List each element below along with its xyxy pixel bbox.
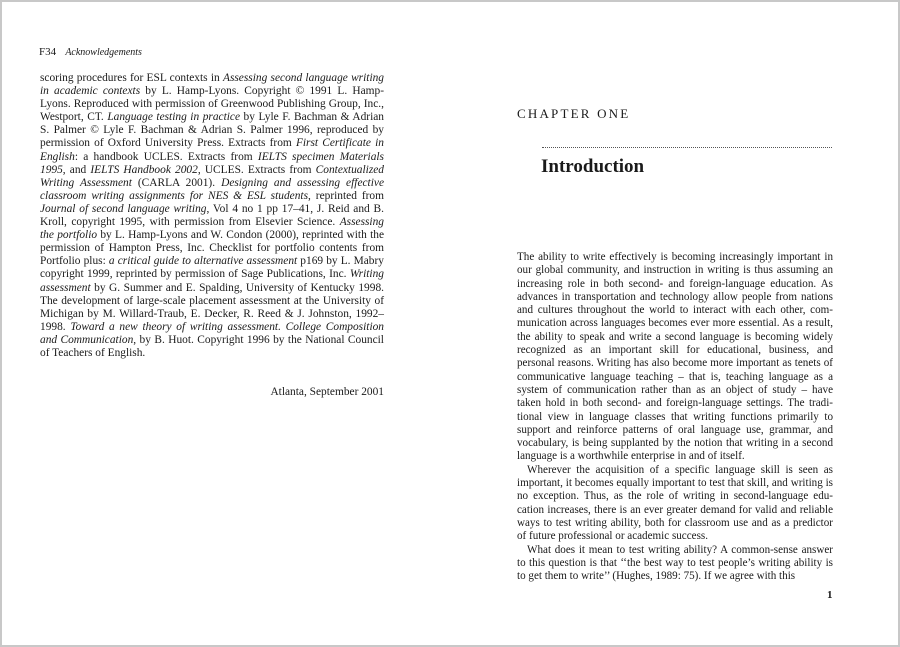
acknowledgements-paragraph — [40, 72, 384, 360]
text-segment: , reprinted from — [308, 189, 384, 202]
text-segment: p169 by L. Mabry copyright 1999, reprinted by permission of Sage Publications, Inc. — [40, 255, 384, 281]
body-paragraph: What does it mean to test writing ability? A common-sense answer to this question is that ‘‘the best way to test people’s writing ability is to get them to write’’ (Hughes, 1989: 75). If we agree with this — [517, 543, 833, 583]
dotted-rule-divider — [542, 147, 832, 148]
italic-title-segment: Language testing in practice — [107, 111, 241, 124]
text-segment: , by B. Huot. Copyright 1996 by the National Council of Teachers of English. — [40, 333, 384, 359]
text-segment: by G. Summer and E. Spalding, University of Kentucky 1998. The development of large-scale placement assessment at the University of Michigan by M. Willard-Traub, E. Decker, R. Reed & J. Johnston, 1992–1998. — [40, 281, 384, 333]
book-spread — [2, 2, 898, 645]
left-page — [2, 2, 450, 645]
italic-title-segment: Toward a new theory of writing assessment. College Composition and Communication — [40, 320, 384, 346]
body-paragraph: Wherever the acquisition of a specific language skill is seen as important, it becomes equally important to test that skill, and writing is no exception. Thus, as the role of writing in second-language education increases, there is an ever greater demand for valid and reliable ways to test writing ability, both for classroom use and as a predictor of future professional or academic success. — [517, 463, 833, 543]
text-segment: (CARLA 2001). — [131, 176, 222, 189]
text-segment: , and — [62, 163, 91, 176]
text-segment: by L. Hamp-Lyons and W. Condon (2000), reprinted with the permission of Hampton Press, Inc. Checklist for portfolio contents from Portfolio plus: — [40, 229, 384, 268]
right-page — [450, 2, 898, 645]
italic-title-segment: a critical guide to alternative assessment — [108, 255, 298, 268]
italic-title-segment: IELTS specimen Materials 1995 — [40, 150, 384, 176]
italic-title-segment: IELTS Handbook 2002 — [90, 163, 198, 176]
page-number: 1 — [827, 589, 833, 601]
running-head-title: Acknowledgements — [65, 47, 142, 58]
chapter-label: CHAPTER ONE — [517, 106, 631, 121]
italic-title-segment: First Certificate in English — [40, 137, 384, 163]
text-segment: , Vol 4 no 1 pp 17–41, J. Reid and B. Kroll, copyright 1995, with permission from Elsevier Science. — [40, 202, 384, 229]
italic-title-segment: Writing assessment — [40, 268, 384, 294]
running-head — [39, 46, 142, 59]
italic-title-segment: Assessing the portfolio — [40, 216, 384, 242]
chapter-body — [517, 251, 833, 583]
italic-title-segment: Journal of second language writing — [40, 202, 207, 215]
text-segment: : a handbook UCLES. Extracts from — [74, 150, 258, 163]
body-paragraph: The ability to write effectively is becoming increasingly important in our global community, and instruction in writing is thus assuming an increasing role in both second- and foreign-language education. As advances in transportation and technology allow people from nations and cultures throughout the world to interact with each other, communication across languages becomes ever more essential. As a result, the ability to speak and write a second language is becoming widely recognized as an important skill for educational, business, and personal reasons. Writing has also become more important as tenets of communicative language teaching – that is, teaching language as a system of communication rather than as an object of study – have taken hold in both second- and foreign-language settings. The traditional view in language classes that writing functions primarily to support and reinforce patterns of oral language use, grammar, and vocabulary, is being supplanted by the notion that writing in a second language is a worthwhile enterprise in and of itself. — [517, 251, 833, 463]
text-segment: by L. Hamp-Lyons. Copyright © 1991 L. Hamp-Lyons. Reproduced with permission of Greenwood Publishing Group, Inc., Westport, CT. — [40, 85, 384, 124]
text-segment: , UCLES. Extracts from — [197, 163, 316, 176]
italic-title-segment: Contextualized Writing Assessment — [40, 163, 385, 189]
italic-title-segment: Assessing second language writing in academic contexts — [40, 72, 384, 98]
page-folio: F34 — [39, 46, 57, 58]
text-segment: scoring procedures for ESL contexts in — [40, 72, 223, 84]
acknowledgements-text — [40, 72, 384, 360]
italic-title-segment: Designing and assessing effective classroom writing assignments for NES & ESL students — [40, 176, 384, 202]
signoff-place-date: Atlanta, September 2001 — [270, 386, 384, 398]
text-segment: by Lyle F. Bachman & Adrian S. Palmer © Lyle F. Bachman & Adrian S. Palmer 1996, reproduced by permission of Oxford University Press. Extracts from — [40, 111, 384, 150]
chapter-title: Introduction — [541, 156, 645, 177]
